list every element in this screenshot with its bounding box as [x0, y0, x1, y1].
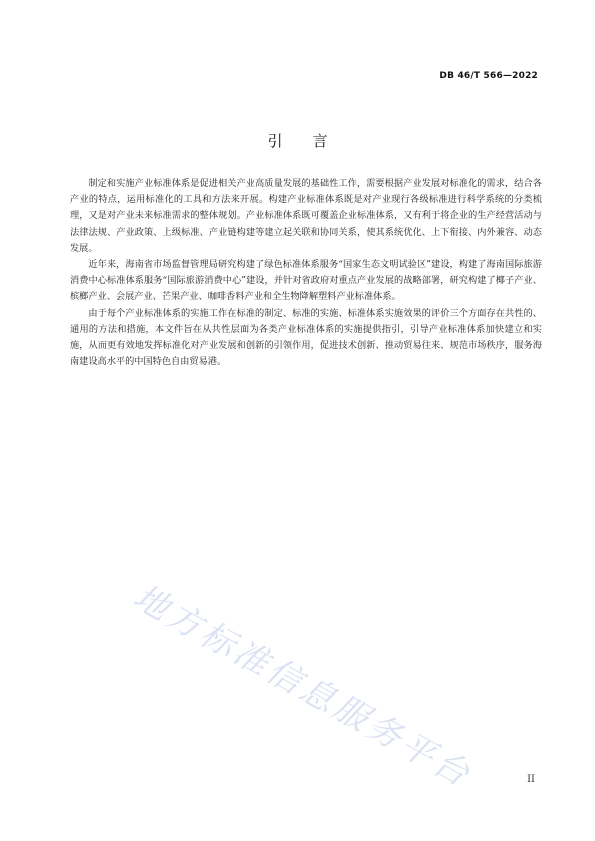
page-number: II — [527, 774, 535, 785]
document-code: DB 46/T 566—2022 — [439, 71, 538, 81]
paragraph-1: 制定和实施产业标准体系是促进相关产业高质量发展的基础性工作，需要根据产业发展对标准化的需求，结合各产业的特点，运用标准化的工具和方法来开展。构建产业标准体系既是对产业现行各级标准进行科学系统的分类梳理，又是对产业未来标准需求的整体规划。产业标准体系既可覆盖企业标准体系，又有利于将企业的生产经营活动与法律法规、产业政策、上级标准、产业链构建等建立起关联和协同关系，使其系统优化、上下衔接、内外兼容、动态发展。 — [70, 178, 542, 254]
watermark: 地方标准信息服务平台 — [126, 576, 479, 797]
paragraph-3: 由于每个产业标准体系的实施工作在标准的制定、标准的实施、标准体系实施效果的评价三个方面存在共性的、通用的方法和措施，本文件旨在从共性层面为各类产业标准体系的实施提供指引，引导产业标准体系加快建立和实施，从而更有效地发挥标准化对产业发展和创新的引领作用，促进技术创新、推动贸易往来、规范市场秩序，服务海南建设高水平的中国特色自由贸易港。 — [70, 307, 542, 368]
body-text — [70, 176, 542, 370]
paragraph-2: 近年来，海南省市场监督管理局研究构建了绿色标准体系服务“国家生态文明试验区”建设，构建了海南国际旅游消费中心标准体系服务“国际旅游消费中心”建设，并针对省政府对重点产业发展的战略部署，研究构建了椰子产业、槟榔产业、会展产业、芒果产业、咖啡香料产业和全生物降解塑料产业标准体系。 — [70, 259, 542, 303]
page-title: 引言 — [267, 132, 358, 150]
